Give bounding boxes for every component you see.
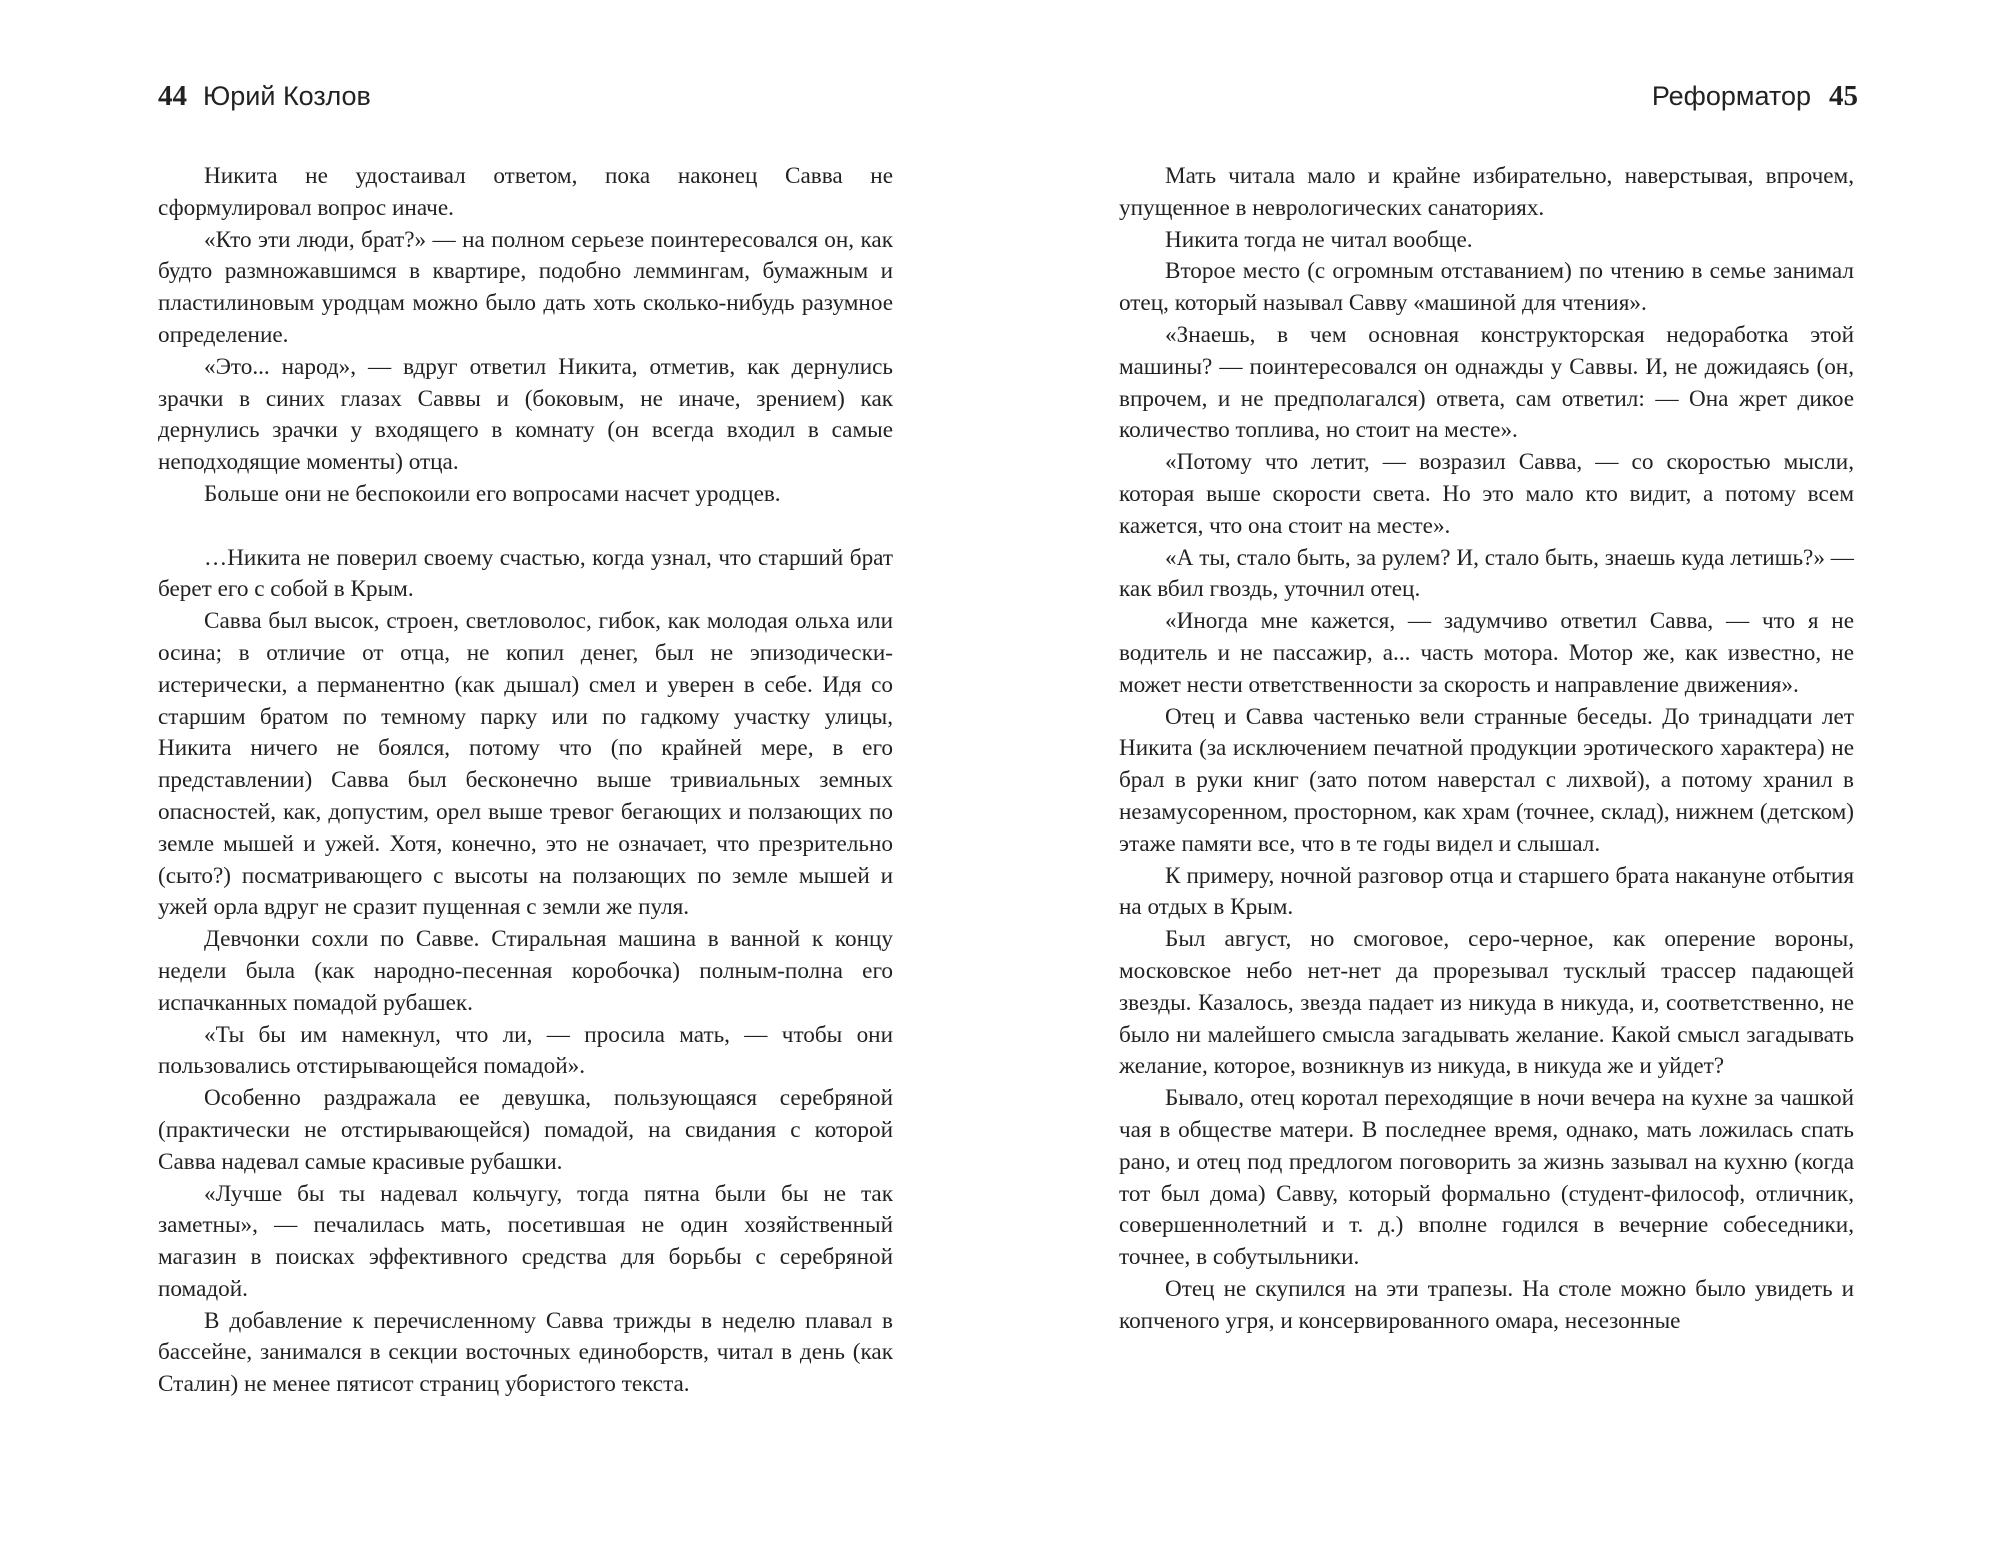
right-page-header [1652, 78, 1858, 118]
paragraph: «Иногда мне кажется, — задумчиво ответил Савва, — что я не водитель и не пассажир, а... часть мотора. Мотор же, как известно, не может нести ответственности за скорость и направление движения». [1119, 608, 1854, 698]
paragraph: К примеру, ночной разговор отца и старшего брата накануне отбытия на отдых в Крым. [1119, 862, 1854, 921]
paragraph: …Никита не поверил своему счастью, когда узнал, что старший брат берет его с собой в Крым. [158, 544, 893, 603]
paragraph: Больше они не беспокоили его вопросами насчет уродцев. [204, 480, 781, 507]
paragraph: Отец не скупился на эти трапезы. На столе можно было увидеть и копченого угря, и консервированного омара, несезонные [1119, 1275, 1854, 1334]
left-running-head: Юрий Козлов [203, 81, 371, 111]
paragraph: Никита не удостаивал ответом, пока наконец Савва не сформулировал вопрос иначе. [158, 163, 893, 221]
paragraph: Особенно раздражала ее девушка, пользующаяся серебряной (практически не отстирывающейся) помадой, на свидания с которой Савва надевал самые красивые рубашки. [158, 1085, 893, 1175]
paragraph: Отец и Савва частенько вели странные беседы. До тринадцати лет Никита (за исключением печатной продукции эротического характера) не брал в руки книг (зато потом наверстал с лихвой), а потому хранил в незамусоренном, просторном, как храм (точнее, склад), нижнем (детском) этаже памяти все, что в те годы видел и слышал. [1119, 703, 1854, 857]
right-page-text [1119, 161, 1854, 1337]
paragraph: Был август, но смоговое, серо-черное, как оперение вороны, московское небо нет-нет да прорезывал тусклый трассер падающей звезды. Казалось, звезда падает из никуда в никуда, и, соответственно, не было ни малейшего смысла загадывать желание. Какой смысл загадывать желание, которое, возникнув из никуда, в никуда же и уйдет? [1119, 926, 1854, 1080]
paragraph: «Знаешь, в чем основная конструкторская недоработка этой машины? — поинтересовался он однажды у Саввы. И, не дожидаясь (он, впрочем, и не предполагался) ответа, сам ответил: — Она жрет дикое количество топлива, но стоит на месте». [1119, 321, 1854, 444]
paragraph: Савва был высок, строен, светловолос, гибок, как молодая ольха или осина; в отличие от отца, не копил денег, был не эпизодически-истерически, а перманентно (как дышал) смел и уверен в себе. Идя со старшим братом по темному парку или по гадкому участку улицы, Никита ничего не боялся, потому что (по крайней мере, в его представлении) Савва был бесконечно выше тривиальных земных опасностей, как, допустим, орел выше тревог бегающих и ползающих по земле мышей и ужей. Хотя, конечно, это не означает, что презрительно (сыто?) посматривающего с высоты на ползающих по земле мышей и ужей орла вдруг не сразит пущенная с земли же пуля. [158, 608, 893, 921]
paragraph: Второе место (с огромным отставанием) по чтению в семье занимал отец, который называл Савву «машиной для чтения». [1119, 258, 1854, 317]
paragraph: Никита тогда не читал вообще. [1165, 226, 1473, 253]
paragraph: «Лучше бы ты надевал кольчугу, тогда пятна были бы не так заметны», — печалилась мать, посетившая не один хозяйственный магазин в поисках эффективного средства для борьбы с серебряной помадой. [158, 1180, 893, 1302]
paragraph: «А ты, стало быть, за рулем? И, стало быть, знаешь куда летишь?» — как вбил гвоздь, уточнил отец. [1119, 544, 1854, 603]
paragraph: Бывало, отец коротал переходящие в ночи вечера на кухне за чашкой чая в обществе матери. В последнее время, однако, мать ложилась спать рано, и отец под предлогом поговорить за жизнь зазывал на кухню (когда тот был дома) Савву, который формально (студент-философ, отличник, совершеннолетний и т. д.) вполне годился в вечерние собеседники, точнее, в собутыльники. [1119, 1085, 1854, 1271]
paragraph: «Это... народ», — вдруг ответил Никита, отметив, как дернулись зрачки в синих глазах Саввы и (боковым, не иначе, зрением) как дернулись зрачки у входящего в комнату (он всегда входил в самые неподходящие моменты) отца. [158, 353, 893, 476]
paragraph: Девчонки сохли по Савве. Стиральная машина в ванной к концу недели была (как народно-песенная коробочка) полным-полна его испачканных помадой рубашек. [158, 926, 893, 1016]
paragraph: В добавление к перечисленному Савва трижды в неделю плавал в бассейне, занимался в секции восточных единоборств, читал в день (как Сталин) не менее пятисот страниц убористого текста. [158, 1307, 893, 1398]
paragraph: Мать читала мало и крайне избирательно, наверстывая, впрочем, упущенное в неврологических санаториях. [1119, 163, 1854, 221]
right-page [1000, 0, 2000, 1545]
paragraph: «Ты бы им намекнул, что ли, — просила мать, — чтобы они пользовались отстирывающейся помадой». [158, 1021, 893, 1080]
left-page-number: 44 [158, 80, 187, 112]
right-running-head: Реформатор [1651, 81, 1811, 111]
left-page-header [158, 78, 371, 118]
paragraph: «Кто эти люди, брат?» — на полном серьезе поинтересовался он, как будто размножавшимся в квартире, подобно леммингам, бумажным и пластилиновым уродцам можно было дать хоть сколько-нибудь разумное определение. [158, 226, 893, 348]
left-page-text [158, 161, 893, 1401]
right-page-number: 45 [1829, 80, 1858, 112]
paragraph: «Потому что летит, — возразил Савва, — со скоростью мысли, которая выше скорости света. Но это мало кто видит, а потому всем кажется, что она стоит на месте». [1119, 449, 1854, 539]
